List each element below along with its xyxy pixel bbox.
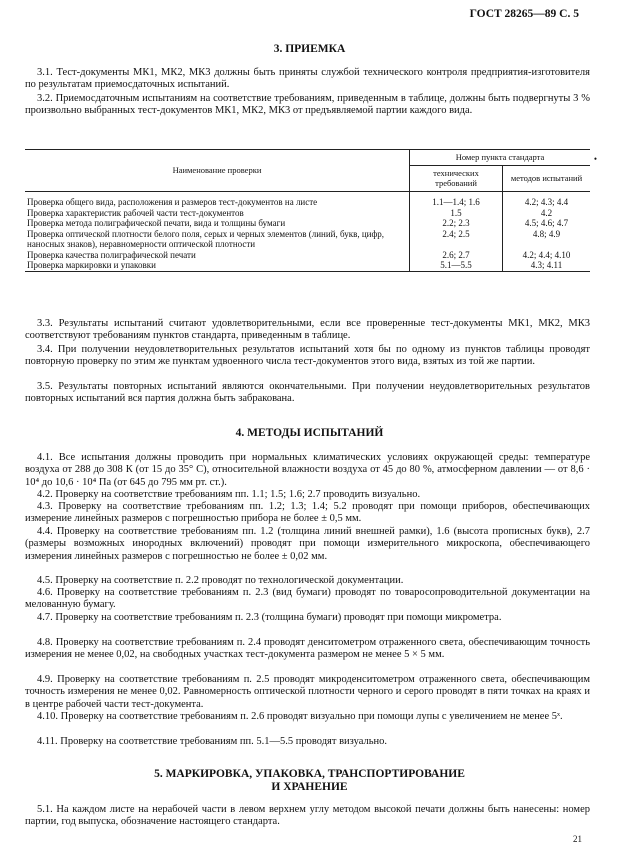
table-row <box>25 260 590 271</box>
paragraph-4-4: 4.4. Проверку на соответствие требованиям пп. 1.2 (толщина линий внешней рамки), 1.6 (высота прописных букв), 2.7 (размеры возможных инородных включений) проводят при помощи измерительного микроскопа, обеспечивающего измерения линейных размеров с погрешностью не более ± 0,02 мм. <box>25 526 590 562</box>
row-name: Проверка метода полиграфической печати, вида и толщины бумаги <box>27 218 286 228</box>
row-methods: 4.8; 4.9 <box>503 229 591 250</box>
paragraph-3-3: 3.3. Результаты испытаний считают удовлетворительными, если все проверенные тест-документы МК1, МК2, МК3 соответствуют требованиям пунктов стандарта, приведенным в таблице. <box>25 318 590 342</box>
table-header-group: Номер пункта стандарта <box>410 150 591 166</box>
table-row <box>25 229 590 250</box>
row-methods: 4.3; 4.11 <box>503 260 591 271</box>
paragraph-4-6: 4.6. Проверку на соответствие требованиям п. 2.3 (вид бумаги) проводят по товаросопроводительной документации на мелованную бумагу. <box>25 587 590 611</box>
row-name: Проверка оптической плотности белого поля, серых и черных элементов (линий, букв, цифр, наносных знаков), неравномерности оптической плотности <box>27 228 385 249</box>
row-name: Проверка качества полиграфической печати <box>27 249 196 260</box>
table-row <box>25 208 590 219</box>
row-tech: 5.1—5.5 <box>410 260 503 271</box>
row-tech: 2.6; 2.7 <box>410 250 503 261</box>
row-methods: 4.2 <box>503 208 591 219</box>
running-header: ГОСТ 28265—89 С. 5 <box>469 8 579 20</box>
table-row <box>25 218 590 229</box>
table-header-tech: технических требований <box>410 165 503 191</box>
paragraph-4-1: 4.1. Все испытания должны проводить при нормальных климатических условиях окружающей среды: температуре воздуха от 288 до 308 К (от 15 до 35° С), относительной влажности воздуха от 45 до 80 %, атмосферном давлении — от 8,6 · 10⁴ до 10,6 · 10⁴ Па (от 645 до 795 мм рт. ст.). <box>25 452 590 488</box>
row-name: Проверка характеристик рабочей части тест-документов <box>27 207 244 218</box>
table-row <box>25 197 590 208</box>
row-name: Проверка общего вида, расположения и размеров тест-документов на листе <box>27 197 318 207</box>
paragraph-4-3: 4.3. Проверку на соответствие требованиям пп. 1.2; 1.3; 1.4; 5.2 проводят при помощи приборов, обеспечивающих измерение линейных размеров с погрешностью прибора не более ± 0,5 мм. <box>25 501 590 525</box>
row-name: Проверка маркировки и упаковки <box>25 260 410 271</box>
paragraph-3-1: 3.1. Тест-документы МК1, МК2, МК3 должны быть приняты службой технического контроля предприятия-изготовителя по результатам приемосдаточных испытаний. <box>25 67 590 91</box>
paragraph-4-2: 4.2. Проверку на соответствие требованиям пп. 1.1; 1.5; 1.6; 2.7 проводить визуально. <box>37 489 421 500</box>
paragraph-4-10: 4.10. Проверку на соответствие требованиям п. 2.6 проводят визуально при помощи лупы с увеличением не менее 5ˣ. <box>37 711 563 722</box>
section-title-methods: 4. МЕТОДЫ ИСПЫТАНИЙ <box>235 427 384 439</box>
paragraph-4-8: 4.8. Проверку на соответствие требованиям п. 2.4 проводят денситометром отраженного света, обеспечивающим точность измерения не менее 0,02, на свободных участках тест-документа размером не менее 5 × 5 мм. <box>25 637 590 661</box>
inspection-table <box>25 149 590 272</box>
paragraph-3-5: 3.5. Результаты повторных испытаний являются окончательными. При получении неудовлетворительных результатов повторных испытаний вся партия должна быть забракована. <box>25 381 590 405</box>
paragraph-5-1: 5.1. На каждом листе на нерабочей части в левом верхнем углу методом высокой печати должны быть нанесены: номер партии, год выпуска, обозначение настоящего стандарта. <box>25 804 590 828</box>
row-tech: 2.2; 2.3 <box>410 218 503 229</box>
table-row <box>25 250 590 261</box>
paragraph-4-9: 4.9. Проверку на соответствие требованиям п. 2.5 проводят микроденситометром отраженного света, обеспечивающим точность измерения не менее 0,02. Равномерность оптической плотности черного и серого проводят в пяти точках на краях и в центре рабочей части тест-документа. <box>25 674 590 710</box>
paragraph-4-11: 4.11. Проверку на соответствие требованиям пп. 5.1—5.5 проводят визуально. <box>37 736 387 747</box>
row-tech: 2.4; 2.5 <box>410 229 503 250</box>
paragraph-4-7: 4.7. Проверку на соответствие требованиям п. 2.3 (толщина бумаги) проводят при помощи микрометра. <box>37 612 502 623</box>
section-title-marking-line1: 5. МАРКИРОВКА, УПАКОВКА, ТРАНСПОРТИРОВАНИЕ <box>154 768 465 780</box>
paragraph-3-2: 3.2. Приемосдаточным испытаниям на соответствие требованиям, приведенным в таблице, должны быть подвергнуты 3 % произвольно выбранных тест-документов МК1, МК2, МК3 от предъявляемой партии каждого вида. <box>25 93 590 117</box>
table-header-name: Наименование проверки <box>25 150 410 192</box>
paragraph-3-4: 3.4. При получении неудовлетворительных результатов испытаний хотя бы по одному из пунктов таблицы проводят повторную проверку по этим же пунктам удвоенного числа тест-документов этого вида, взятых из той же партии. <box>25 344 590 368</box>
row-methods: 4.5; 4.6; 4.7 <box>503 218 591 229</box>
margin-mark: • <box>593 154 597 164</box>
table-header-methods: методов испытаний <box>503 165 591 191</box>
section-title-acceptance: 3. ПРИЕМКА <box>273 43 346 55</box>
page-number: 21 <box>573 834 582 844</box>
row-methods: 4.2; 4.3; 4.4 <box>503 197 591 208</box>
section-title-marking-line2: И ХРАНЕНИЕ <box>271 781 348 793</box>
row-tech: 1.5 <box>410 208 503 219</box>
row-methods: 4.2; 4.4; 4.10 <box>503 250 591 261</box>
paragraph-4-5: 4.5. Проверку на соответствие п. 2.2 проводят по технологической документации. <box>37 575 404 586</box>
row-tech: 1.1—1.4; 1.6 <box>410 197 503 208</box>
